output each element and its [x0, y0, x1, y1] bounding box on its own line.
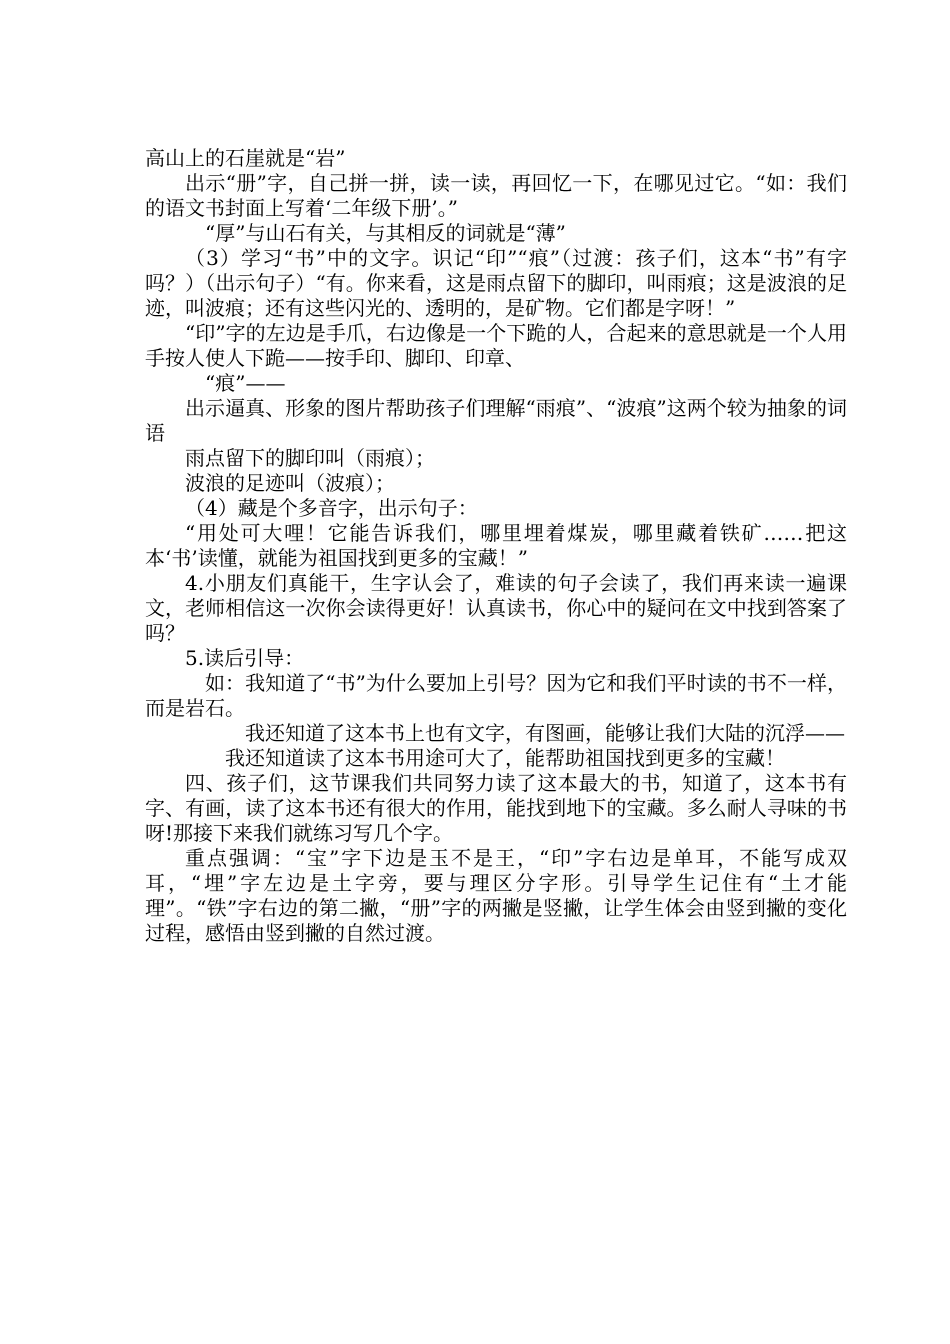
paragraph-17: 四、孩子们，这节课我们共同努力读了这本最大的书，知道了，这本书有字、有画，读了这本书还有很大的作用，能找到地下的宝藏。多么耐人寻味的书呀!那接下来我们就练习写几个字。 [145, 771, 847, 845]
paragraph-11: “用处可大哩！它能告诉我们，哪里埋着煤炭，哪里藏着铁矿……把这本‘书’读懂，就能为祖国找到更多的宝藏！” [145, 521, 847, 570]
paragraph-8: 雨点留下的脚印叫（雨痕）； [185, 446, 435, 470]
paragraph-13: 5.读后引导： [185, 646, 305, 670]
paragraph-7: 出示逼真、形象的图片帮助孩子们理解“雨痕”、“波痕”这两个较为抽象的词语 [145, 396, 847, 445]
document-body [145, 146, 847, 946]
paragraph-18: 重点强调：“宝”字下边是玉不是王，“印”字右边是单耳，不能写成双耳，“埋”字左边是土字旁，要与理区分字形。引导学生记住有“土才能理”。“铁”字右边的第二撇，“册”字的两撇是竖撇，让学生体会由竖到撇的变化过程，感悟由竖到撇的自然过渡。 [145, 846, 847, 945]
paragraph-15: 我还知道了这本书上也有文字，有图画，能够让我们大陆的沉浮—— [245, 721, 845, 745]
paragraph-2: 出示“册”字，自己拼一拼，读一读，再回忆一下，在哪见过它。“如：我们的语文书封面上写着‘二年级下册’。” [145, 171, 847, 220]
paragraph-1: 高山上的石崖就是“岩” [145, 146, 346, 170]
paragraph-3: “厚”与山石有关，与其相反的词就是“薄” [205, 221, 566, 245]
paragraph-10: （4）藏是个多音字，出示句子： [185, 496, 478, 520]
paragraph-9: 波浪的足迹叫（波痕）； [185, 471, 395, 495]
paragraph-5: “印”字的左边是手爪，右边像是一个下跪的人，合起来的意思就是一个人用手按人使人下跪——按手印、脚印、印章、 [145, 321, 847, 370]
paragraph-14: 如：我知道了“书”为什么要加上引号？因为它和我们平时读的书不一样，而是岩石。 [145, 671, 847, 720]
paragraph-16: 我还知道读了这本书用途可大了，能帮助祖国找到更多的宝藏！ [225, 746, 785, 770]
paragraph-12: 4.小朋友们真能干，生字认会了，难读的句子会读了，我们再来读一遍课文，老师相信这一次你会读得更好！认真读书，你心中的疑问在文中找到答案了吗？ [145, 571, 847, 645]
paragraph-4: （3）学习“书”中的文字。识记“印”“痕”（过渡：孩子们，这本“书”有字吗？）（出示句子）“有。你来看，这是雨点留下的脚印，叫雨痕；这是波浪的足迹，叫波痕；还有这些闪光的、透明的，是矿物。它们都是字呀！” [145, 246, 847, 320]
paragraph-6: “痕”—— [205, 371, 286, 395]
